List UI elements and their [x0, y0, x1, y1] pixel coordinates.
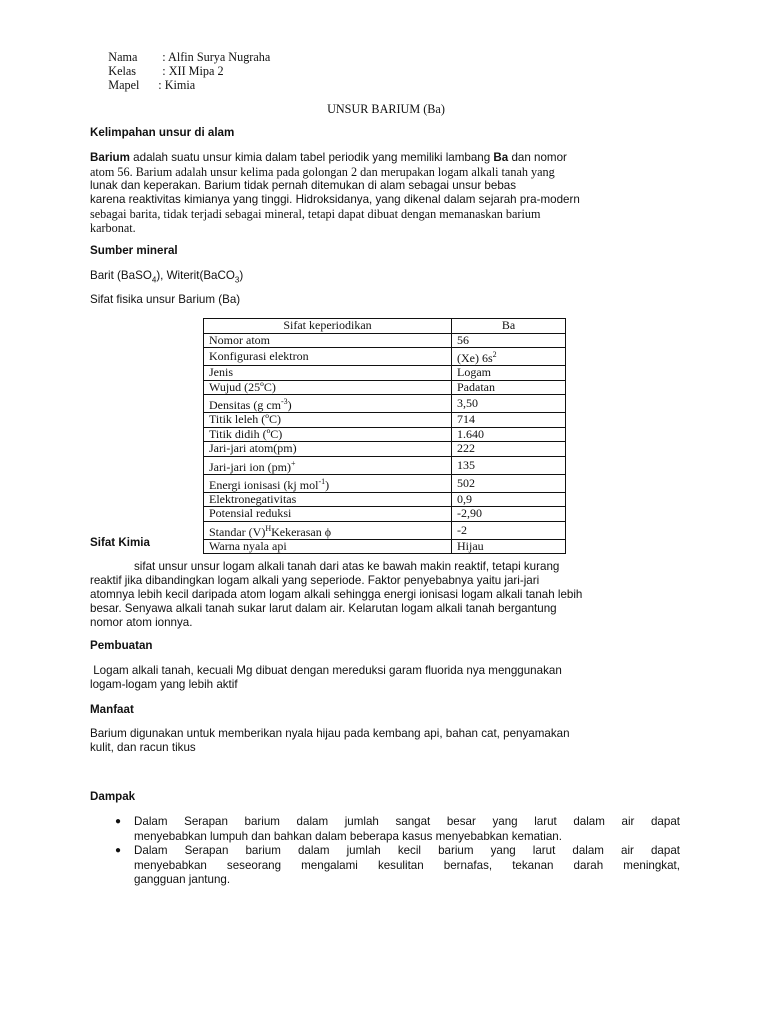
paragraph-line: Barium digunakan untuk memberikan nyala hijau pada kembang api, bahan cat, penyamakan [90, 727, 570, 740]
mineral-list [90, 269, 243, 287]
info-value: Kimia [164, 78, 196, 92]
superscript: 2 [492, 350, 497, 359]
info-label: Kelas [108, 64, 137, 78]
superscript: -1 [318, 476, 326, 486]
table-row [204, 427, 566, 442]
table-row [204, 348, 566, 366]
text-span: Kekerasan ϕ [271, 524, 332, 539]
heading-sifat-kimia: Sifat Kimia [90, 536, 150, 549]
property-cell: Wujud (25ºC) [204, 380, 452, 395]
paragraph-line: atomnya lebih kecil daripada atom logam alkali sehingga energi ionisasi logam alkali tanah lebih [90, 588, 583, 601]
table-row [204, 333, 566, 348]
list-item-line: gangguan jantung. [134, 873, 231, 886]
bullet-icon: ● [115, 845, 122, 856]
value-cell: -2 [452, 521, 566, 539]
paragraph-line: logam-logam yang lebih aktif [90, 678, 238, 691]
table-row [204, 539, 566, 554]
heading-sumber-mineral: Sumber mineral [90, 244, 178, 257]
text-span: Jari-jari ion (pm) [209, 459, 291, 474]
paragraph-kelimpahan [90, 151, 666, 235]
paragraph-line: besar. Senyawa alkali tanah sukar larut dalam air. Kelarutan logam alkali tanah bergantung [90, 602, 557, 615]
paragraph-line: Logam alkali tanah, kecuali Mg dibuat dengan mereduksi garam fluorida nya menggunakan [90, 664, 562, 677]
info-sep: : [162, 50, 166, 64]
heading-manfaat: Manfaat [90, 703, 134, 716]
value-cell: Logam [452, 366, 566, 381]
value-cell: Padatan [452, 380, 566, 395]
text-span: dan nomor [508, 151, 567, 164]
list-item-line: menyebabkan lumpuh dan bahkan dalam beberapa kasus menyebabkan kematian. [134, 829, 562, 843]
list-item-line: menyebabkan seseorang mengalami kesulitan bernafas, tekanan darah meningkat, [134, 858, 680, 872]
table-header-row [204, 319, 566, 334]
table-row [204, 507, 566, 522]
heading-kelimpahan: Kelimpahan unsur di alam [90, 126, 235, 139]
property-cell: Titik didih (ºC) [204, 427, 452, 442]
paragraph-pembuatan [90, 664, 676, 692]
info-sep: : [158, 78, 162, 92]
property-cell: Jari-jari atom(pm) [204, 442, 452, 457]
property-cell: Jenis [204, 366, 452, 381]
list-item-line: Dalam Serapan barium dalam jumlah sangat besar yang larut dalam air dapat [134, 815, 680, 828]
value-cell: 135 [452, 456, 566, 474]
superscript: H [265, 523, 272, 533]
info-sep: : [162, 64, 166, 78]
student-info [90, 36, 271, 92]
text-span: ), Witerit(BaCO [156, 269, 235, 282]
paragraph-manfaat [90, 727, 676, 755]
superscript: + [290, 458, 296, 468]
paragraph-line [90, 151, 666, 165]
text-span: ) [325, 477, 330, 492]
table-row [204, 474, 566, 492]
text-span: (Xe) 6s [457, 351, 493, 365]
table-row [204, 395, 566, 413]
paragraph-line: sebagai barita, tidak terjadi sebagai mineral, tetapi dapat dibuat dengan memanaskan barium [90, 207, 541, 221]
property-cell: Elektronegativitas [204, 492, 452, 507]
table-row [204, 380, 566, 395]
value-cell: 502 [452, 474, 566, 492]
paragraph-line: reaktif jika dibandingkan logam alkali yang seperiode. Faktor penyebabnya yaitu jari-jari [90, 574, 540, 587]
paragraph-sifat-kimia [90, 560, 676, 630]
property-cell [204, 456, 452, 474]
property-cell [204, 395, 452, 413]
table-row [204, 442, 566, 457]
text-span: Standar (V) [209, 524, 266, 539]
heading-dampak: Dampak [90, 790, 136, 803]
info-row-nama [90, 36, 271, 64]
list-item-line: Dalam Serapan barium dalam jumlah kecil barium yang larut dalam air dapat [134, 844, 680, 857]
paragraph-line: nomor atom ionnya. [90, 616, 193, 629]
table-row [204, 413, 566, 428]
text-span: ) [287, 398, 292, 412]
list-item [90, 844, 680, 888]
table-row [204, 456, 566, 474]
value-cell: 56 [452, 333, 566, 348]
text-span: adalah suatu unsur kimia dalam tabel periodik yang memiliki lambang [129, 151, 494, 164]
value-cell: Hijau [452, 539, 566, 554]
property-cell [204, 521, 452, 539]
properties-table [203, 318, 566, 554]
superscript: -3 [280, 397, 288, 406]
column-header: Ba [452, 319, 566, 334]
subscript: 4 [151, 275, 157, 285]
value-cell: 714 [452, 413, 566, 428]
paragraph-line: karena reaktivitas kimianya yang tinggi. Hidroksidanya, yang dikenal dalam sejarah pra-modern [90, 193, 580, 206]
property-cell [204, 474, 452, 492]
value-cell: -2,90 [452, 507, 566, 522]
paragraph-line: karbonat. [90, 221, 136, 235]
text-span: ) [239, 269, 244, 282]
info-label: Mapel [108, 78, 140, 92]
table-caption: Sifat fisika unsur Barium (Ba) [90, 293, 241, 306]
property-cell: Nomor atom [204, 333, 452, 348]
info-label: Nama [108, 50, 138, 64]
page-title: UNSUR BARIUM (Ba) [327, 102, 445, 116]
bold-term: Barium [90, 151, 130, 164]
subscript: 3 [234, 275, 240, 285]
info-value: XII Mipa 2 [168, 64, 224, 78]
bullet-icon: ● [115, 816, 122, 827]
value-cell: 0,9 [452, 492, 566, 507]
table-row [204, 492, 566, 507]
text-span: Energi ionisasi (kj mol [209, 477, 319, 492]
dampak-list [90, 815, 680, 888]
paragraph-line: atom 56. Barium adalah unsur kelima pada golongan 2 dan merupakan logam alkali tanah yang [90, 165, 555, 179]
text-span: Densitas (g cm [209, 398, 281, 412]
heading-pembuatan: Pembuatan [90, 639, 153, 652]
property-cell: Potensial reduksi [204, 507, 452, 522]
paragraph-line: kulit, dan racun tikus [90, 741, 196, 754]
property-cell: Titik leleh (ºC) [204, 413, 452, 428]
paragraph-line: sifat unsur unsur logam alkali tanah dari atas ke bawah makin reaktif, tetapi kurang [134, 560, 560, 573]
bold-term: Ba [493, 151, 509, 164]
column-header: Sifat keperiodikan [204, 319, 452, 334]
table-row [204, 366, 566, 381]
value-cell [452, 348, 566, 366]
info-value: Alfin Surya Nugraha [168, 50, 271, 64]
text-span: Barit (BaSO [90, 269, 152, 282]
value-cell: 3,50 [452, 395, 566, 413]
table-row [204, 521, 566, 539]
property-cell: Konfigurasi elektron [204, 348, 452, 366]
paragraph-line: lunak dan keperakan. Barium tidak pernah ditemukan di alam sebagai unsur bebas [90, 179, 517, 192]
property-cell: Warna nyala api [204, 539, 452, 554]
value-cell: 1.640 [452, 427, 566, 442]
value-cell: 222 [452, 442, 566, 457]
list-item [90, 815, 680, 844]
